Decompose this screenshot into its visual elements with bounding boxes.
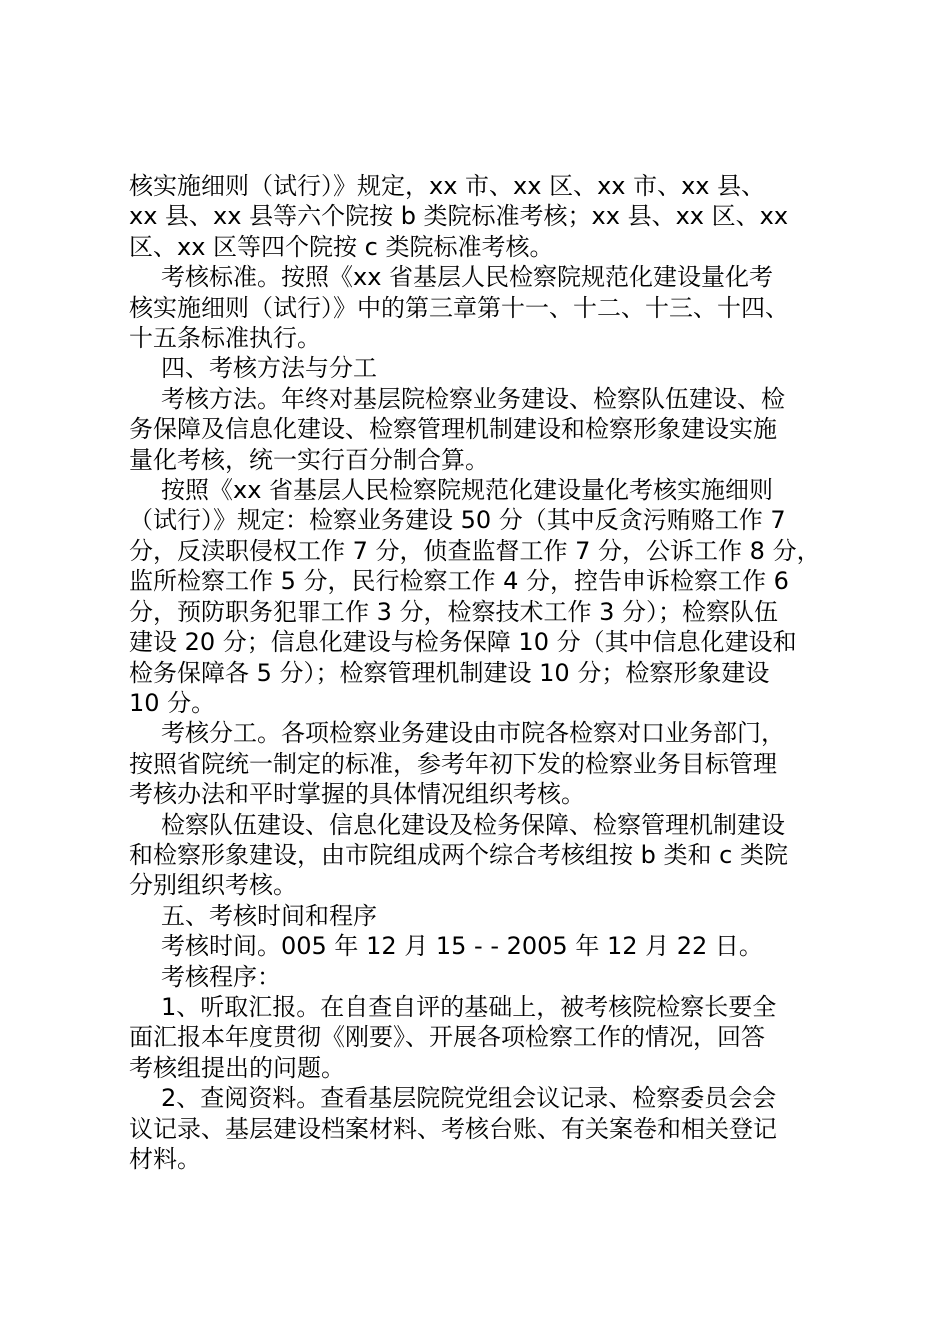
text-line: 区、xx 区等四个院按 c 类院标准考核。 — [129, 232, 554, 261]
text-line: xx 县、xx 县等六个院按 b 类院标准考核；xx 县、xx 区、xx — [129, 202, 789, 231]
text-line: 面汇报本年度贯彻《刚要》、开展各项检察工作的情况，回答 — [129, 1023, 765, 1052]
text-line: 考核标准。按照《xx 省基层人民检察院规范化建设量化考 — [161, 263, 774, 292]
text-line: 检察队伍建设、信息化建设及检务保障、检察管理机制建设 — [161, 810, 785, 839]
paragraph-comprehensive-groups — [129, 810, 849, 901]
text-line: 量化考核，统一实行百分制合算。 — [129, 445, 489, 474]
paragraph-score-allocation — [129, 475, 849, 718]
text-line: 按照《xx 省基层人民检察院规范化建设量化考核实施细则 — [161, 476, 774, 505]
section-heading: 四、考核方法与分工 — [161, 354, 377, 383]
text-line: 分，预防职务犯罪工作 3 分，检察技术工作 3 分）；检察队伍 — [129, 597, 779, 626]
text-line: 检务保障各 5 分）；检察管理机制建设 10 分；检察形象建设 — [129, 658, 770, 687]
text-line: 2、查阅资料。查看基层院院党组会议记录、检察委员会会 — [161, 1084, 777, 1113]
text-line: （试行）》规定：检察业务建设 50 分（其中反贪污贿赂工作 7 — [129, 506, 786, 535]
text-line: 考核程序： — [161, 962, 281, 991]
text-line: 务保障及信息化建设、检察管理机制建设和检察形象建设实施 — [129, 415, 777, 444]
section-heading-time-procedure — [129, 901, 849, 931]
text-line: 议记录、基层建设档案材料、考核台账、有关案卷和相关登记 — [129, 1114, 777, 1143]
text-line: 核实施细则（试行）》规定，xx 市、xx 区、xx 市、xx 县、 — [129, 172, 766, 200]
section-heading-methods — [129, 353, 849, 383]
paragraph-division-of-work — [129, 718, 849, 809]
text-line: 分，反渎职侵权工作 7 分，侦查监督工作 7 分，公诉工作 8 分， — [129, 536, 821, 565]
text-line: 十五条标准执行。 — [129, 324, 321, 353]
text-line: 考核办法和平时掌握的具体情况组织考核。 — [129, 780, 585, 809]
paragraph-step-2-review-materials — [129, 1083, 849, 1174]
paragraph-procedure-label — [129, 962, 849, 992]
text-line: 考核分工。各项检察业务建设由市院各检察对口业务部门， — [161, 719, 785, 748]
text-line: 1、听取汇报。在自查自评的基础上，被考核院检察长要全 — [161, 992, 777, 1021]
text-line: 核实施细则（试行）》中的第三章第十一、十二、十三、十四、 — [129, 293, 789, 322]
text-line: 建设 20 分；信息化建设与检务保障 10 分（其中信息化建设和 — [129, 628, 797, 657]
paragraph-assessment-standard — [129, 262, 849, 353]
text-line: 监所检察工作 5 分，民行检察工作 4 分，控告申诉检察工作 6 — [129, 567, 789, 596]
paragraph-b-c-class-assignment — [129, 171, 849, 262]
text-line: 材料。 — [129, 1145, 201, 1173]
text-line: 10 分。 — [129, 688, 216, 717]
section-heading: 五、考核时间和程序 — [161, 901, 377, 930]
text-line: 和检察形象建设，由市院组成两个综合考核组按 b 类和 c 类院 — [129, 840, 788, 869]
paragraph-assessment-method — [129, 384, 849, 475]
text-line: 考核组提出的问题。 — [129, 1053, 345, 1082]
text-line: 考核时间。005 年 12 月 15 - - 2005 年 12 月 22 日。 — [161, 932, 763, 961]
paragraph-assessment-time — [129, 931, 849, 961]
text-line: 分别组织考核。 — [129, 871, 297, 900]
paragraph-step-1-report — [129, 992, 849, 1083]
text-line: 按照省院统一制定的标准，参考年初下发的检察业务目标管理 — [129, 749, 777, 778]
text-line: 考核方法。年终对基层院检察业务建设、检察队伍建设、检 — [161, 384, 785, 413]
document-body — [129, 171, 849, 1174]
